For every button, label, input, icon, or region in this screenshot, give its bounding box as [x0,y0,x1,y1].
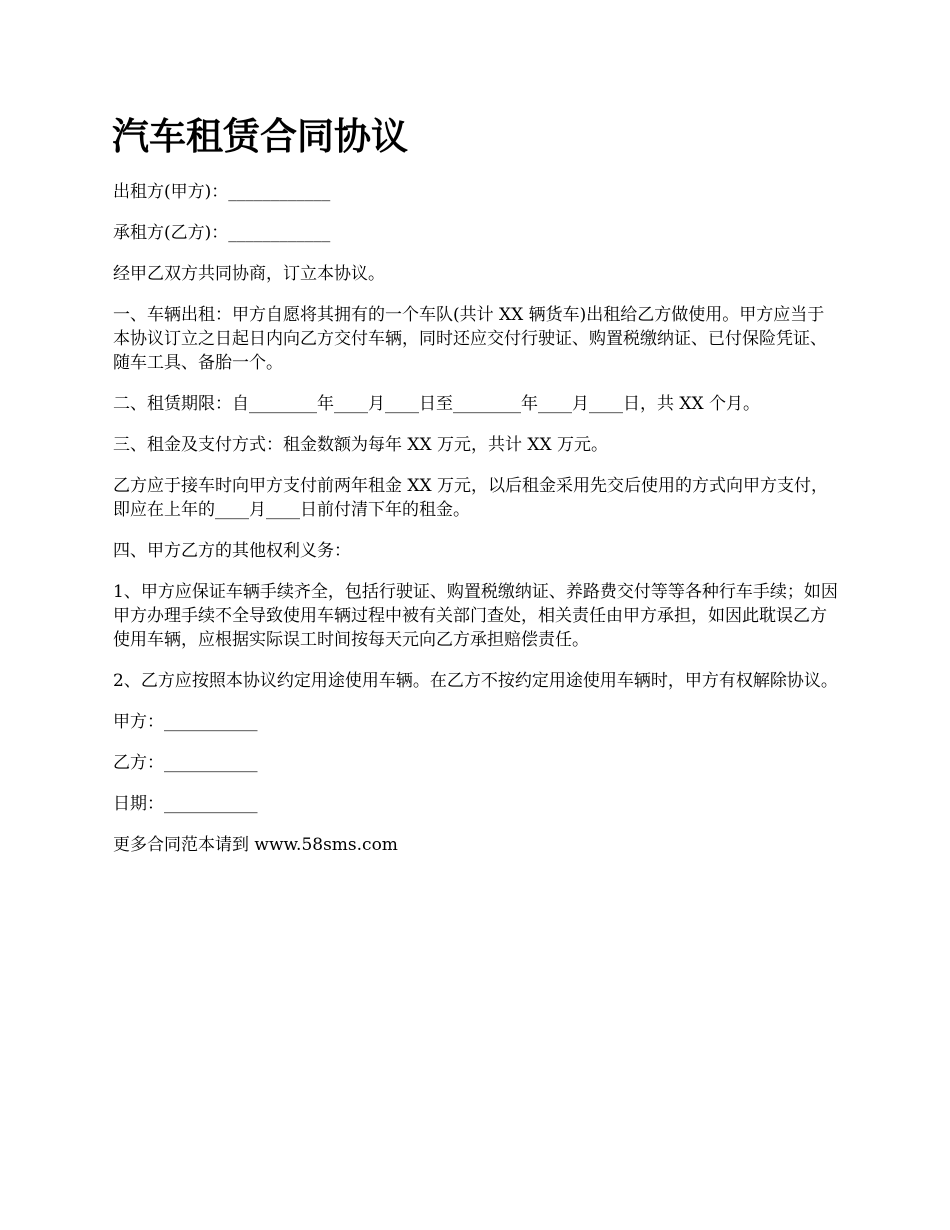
party-a-line: 出租方(甲方)：____________ [113,182,331,202]
clause-rights-item-2: 2、乙方应按照本协议约定用途使用车辆。在乙方不按约定用途使用车辆时，甲方有权解除协议。 [113,671,838,691]
signature-party-a: 甲方：___________ [113,712,258,732]
clause-rent-payment: 三、租金及支付方式：租金数额为每年 XX 万元，共计 XX 万元。 [113,435,609,455]
document-title: 汽车租赁合同协议 [112,114,408,158]
clause-payment-detail: 乙方应于接车时向甲方支付前两年租金 XX 万元，以后租金采用先交后使用的方式向甲方支付，即应在上年的____月____日前付清下年的租金。 [113,476,829,520]
document-body [113,180,841,874]
footer-note: 更多合同范本请到 www.58sms.com [113,835,398,855]
clause-lease-term: 二、租赁期限：自________年____月____日至________年____月____日，共 XX 个月。 [113,394,761,414]
clause-vehicle-rental: 一、车辆出租：甲方自愿将其拥有的一个车队(共计 XX 辆货车)出租给乙方做使用。甲方应当于本协议订立之日起日内向乙方交付车辆，同时还应交付行驶证、购置税缴纳证、已付保险凭证、随车工具、备胎一个。 [113,305,827,373]
party-b-line: 承租方(乙方)：____________ [113,223,331,243]
signature-party-b: 乙方：___________ [113,753,258,773]
clause-rights-item-1: 1、甲方应保证车辆手续齐全，包括行驶证、购置税缴纳证、养路费交付等等各种行车手续；如因甲方办理手续不全导致使用车辆过程中被有关部门查处，相关责任由甲方承担，如因此耽误乙方使用车辆，应根据实际误工时间按每天元向乙方承担赔偿责任。 [113,582,838,650]
intro-paragraph: 经甲乙双方共同协商，订立本协议。 [113,264,385,284]
signature-date: 日期：___________ [113,794,258,814]
clause-rights-heading: 四、甲方乙方的其他权利义务： [113,541,351,561]
